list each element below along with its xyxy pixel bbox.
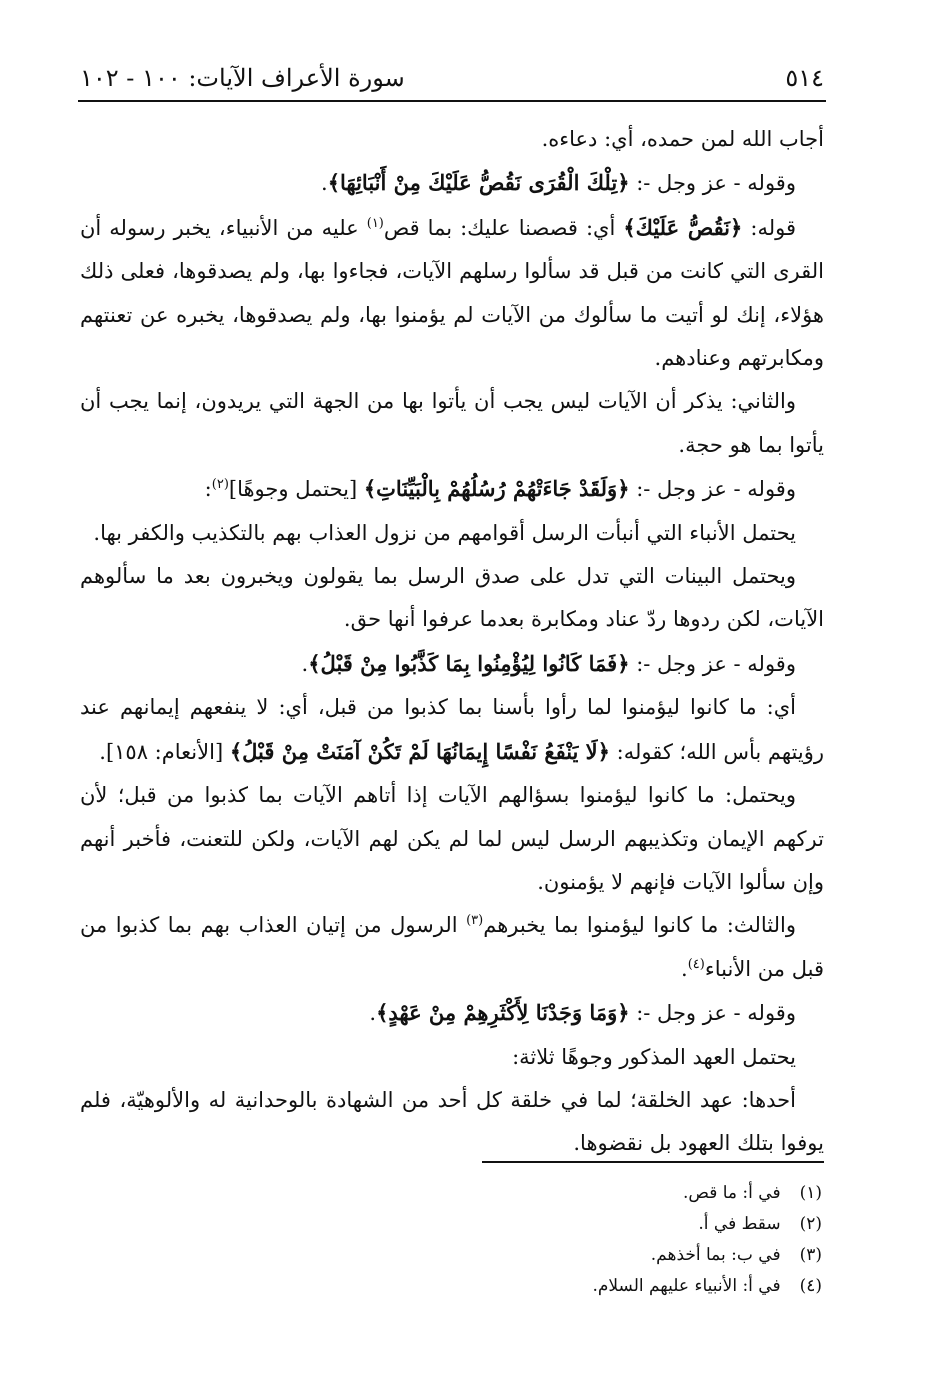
paragraph <box>80 1079 824 1166</box>
quran-verse: ﴿فَمَا كَانُوا لِيُؤْمِنُوا بِمَا كَذَّبُوا مِنْ قَبْلُ﴾ <box>308 650 630 676</box>
text-run: [الأنعام: ١٥٨]. <box>99 739 230 764</box>
text-run: . <box>321 171 328 196</box>
text-run: يحتمل الأنباء التي أنبأت الرسل أقوامهم من نزول العذاب بهم بالتكذيب والكفر بها. <box>93 520 796 545</box>
text-run: أحدها: عهد الخلقة؛ لما في خلقة كل أحد من الشهادة بالوحدانية له والألوهيّة، فلم يوفوا بتلك العهود بل نقضوها. <box>80 1087 824 1156</box>
paragraph <box>80 161 824 205</box>
paragraph <box>80 512 824 555</box>
paragraph <box>80 904 824 991</box>
text-run: . <box>369 1001 377 1026</box>
text-run: قوله: <box>742 215 796 240</box>
footnote-ref: (٤) <box>687 956 705 972</box>
footnote-ref: (٣) <box>466 913 484 929</box>
text-run: عليه من الأنبياء، يخبر رسوله أن القرى التي كانت من قبل قد سألوا رسلهم الآيات، فجاءوا بها، ولم يصدقوها، فعلى ذلك هؤلاء، إنك لو أتيت ما سألوك من الآيات لم يؤمنوا بها، ولم يصدقوها، يخبره عن تعنتهم ومكابرتهم وعنادهم. <box>80 215 824 371</box>
text-run: والثالث: ما كانوا ليؤمنوا بما يخبرهم <box>483 913 796 938</box>
footnotes <box>80 1178 822 1302</box>
quran-verse: ﴿تِلْكَ الْقُرَى نَقُصُّ عَلَيْكَ مِنْ أَنْبَائِهَا﴾ <box>327 170 630 196</box>
footnote <box>80 1240 822 1271</box>
footnote-number: (٤) <box>799 1276 822 1296</box>
text-run: وقوله - عز وجل -: <box>629 1001 796 1026</box>
quran-verse: ﴿وَمَا وَجَدْنَا لِأَكْثَرِهِمْ مِنْ عَهْدٍ﴾ <box>376 1000 630 1026</box>
paragraph <box>80 642 824 686</box>
quran-verse: ﴿لَا يَنْفَعُ نَفْسًا إِيمَانُهَا لَمْ تَكُنْ آمَنَتْ مِنْ قَبْلُ﴾ <box>229 738 610 764</box>
footnote <box>80 1271 822 1302</box>
text-run: والثاني: يذكر أن الآيات ليس يجب أن يأتوا بها من الجهة التي يريدون، إنما يجب أن يأتوا بما هو حجة. <box>80 389 824 457</box>
footnote-text: في أ: ما قص. <box>682 1183 781 1203</box>
text-run: وقوله - عز وجل -: <box>629 651 796 676</box>
footnote <box>80 1209 822 1240</box>
text-run: [يحتمل وجوهًا] <box>228 477 364 502</box>
text-run: أي: ما كانوا ليؤمنوا لما رأوا بأسنا بما كذبوا من قبل، أي: لا ينفعهم إيمانهم عند رؤيتهم بأس الله؛ كقوله: <box>80 695 824 764</box>
footnote-ref: (١) <box>366 215 384 231</box>
text-run: يحتمل العهد المذكور وجوهًا ثلاثة: <box>512 1044 796 1069</box>
paragraph <box>80 206 824 381</box>
text-run: وقوله - عز وجل -: <box>629 171 796 196</box>
text-run: : <box>204 477 212 502</box>
footnote-text: في أ: الأنبياء عليهم السلام. <box>592 1276 781 1296</box>
paragraph <box>80 1036 824 1079</box>
running-title: سورة الأعراف الآيات: ١٠٠ - ١٠٢ <box>80 64 405 92</box>
paragraph <box>80 380 824 467</box>
footnote-number: (٢) <box>799 1214 822 1234</box>
footnote-divider <box>482 1161 824 1163</box>
footnote-text: سقط في أ. <box>698 1214 781 1234</box>
text-run: وقوله - عز وجل -: <box>629 477 796 502</box>
footnote-ref: (٢) <box>211 477 229 493</box>
page-header <box>80 58 824 98</box>
paragraph <box>80 118 824 161</box>
quran-verse: ﴿نَقُصُّ عَلَيْكَ﴾ <box>623 214 743 240</box>
paragraph <box>80 774 824 904</box>
quran-verse: ﴿وَلَقَدْ جَاءَتْهُمْ رُسُلُهُمْ بِالْبَيِّنَاتِ﴾ <box>363 476 630 502</box>
text-run: ويحتمل البينات التي تدل على صدق الرسل بما يقولون ويخبرون بعد ما سألوهم الآيات، لكن ردوها ردّ عناد ومكابرة بعدما عرفوا أنها حق. <box>80 564 824 632</box>
header-divider <box>78 100 826 102</box>
paragraph <box>80 686 824 774</box>
text-run: أجاب الله لمن حمده، أي: دعاءه. <box>541 127 824 151</box>
text-run: أي: قصصنا عليك: بما قص <box>383 215 624 240</box>
footnote-number: (١) <box>799 1183 822 1203</box>
page-number: ٥١٤ <box>785 64 824 92</box>
main-text <box>80 118 824 1166</box>
footnote <box>80 1178 822 1209</box>
text-run: الرسول من إتيان العذاب بهم بما كذبوا من قبل من الأنباء <box>80 913 824 981</box>
footnote-number: (٣) <box>799 1245 822 1265</box>
footnote-text: في ب: بما أخذهم. <box>650 1245 781 1265</box>
paragraph <box>80 467 824 511</box>
text-run: ويحتمل: ما كانوا ليؤمنوا بسؤالهم الآيات إذا أتاهم الآيات بما كذبوا من قبل؛ لأن تركهم الإيمان وتكذيبهم الرسل ليس لما لم يكن لهم الآيات، ولكن للتعنت، فأخبر أنهم وإن سألوا الآيات فإنهم لا يؤمنون. <box>80 783 824 894</box>
text-run: . <box>681 956 688 981</box>
paragraph <box>80 555 824 642</box>
text-run: . <box>301 651 309 676</box>
paragraph <box>80 991 824 1035</box>
